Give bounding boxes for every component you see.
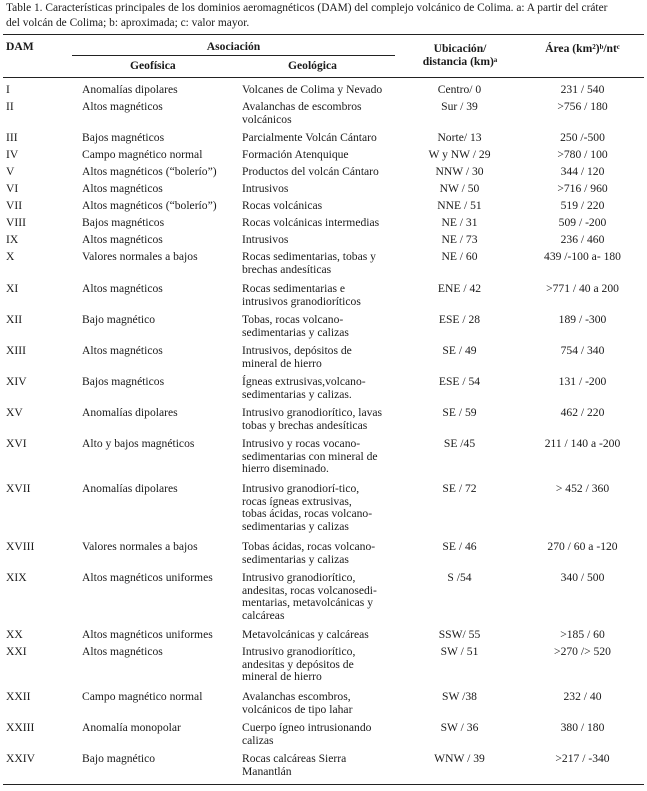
geologica-cell <box>242 376 366 401</box>
geologica-line: Formación Atenquique <box>242 148 349 161</box>
geofisica-cell: Anomalías dipolares <box>82 83 178 96</box>
dam-cell: XXIV <box>6 752 35 765</box>
geofisica-cell: Altos magnéticos <box>82 182 163 195</box>
geologica-cell <box>242 183 288 196</box>
dam-cell: VIII <box>6 216 26 229</box>
geologica-line: sedimentarias con mineral de <box>242 449 378 463</box>
dam-cell: XXI <box>6 645 27 658</box>
geofisica-cell: Campo magnético normal <box>82 148 203 161</box>
geologica-cell <box>242 132 377 145</box>
geofisica-cell: Bajo magnético <box>82 313 156 326</box>
geologica-line: sedimentarias y calizas. <box>242 387 352 401</box>
geologica-line: calizas <box>242 733 274 747</box>
geologica-line: Cuerpo ígneo intrusionando <box>242 721 372 734</box>
geologica-line: tobas y brechas andesíticas <box>242 418 368 432</box>
dam-cell: XVIII <box>6 540 35 553</box>
geologica-line: Tobas, rocas volcano- <box>242 313 344 326</box>
ubicacion-cell: SE /45 <box>443 437 476 450</box>
geologica-line: Volcanes de Colima y Nevado <box>242 83 383 96</box>
geofisica-cell: Anomalías dipolares <box>82 482 178 495</box>
dam-cell: XIX <box>6 571 27 584</box>
dam-cell: II <box>6 100 14 113</box>
geofisica-cell: Valores normales a bajos <box>82 250 198 263</box>
geologica-line: Tobas ácidas, rocas volcano- <box>242 540 376 553</box>
dam-cell: VII <box>6 199 23 212</box>
area-cell: 344 / 120 <box>560 165 605 178</box>
geologica-cell <box>242 646 355 684</box>
header-ubicacion <box>400 42 520 68</box>
ubicacion-cell: SE / 72 <box>442 482 477 495</box>
dam-cell: XX <box>6 628 23 641</box>
geologica-cell <box>242 84 382 97</box>
dam-cell: XXIII <box>6 721 35 734</box>
geologica-line: Ígneas extrusivas,volcano- <box>242 375 366 388</box>
geofisica-cell: Campo magnético normal <box>82 690 203 703</box>
dam-cell: XV <box>6 406 23 419</box>
geologica-cell <box>242 407 382 432</box>
dam-cell: IV <box>6 148 19 161</box>
geologica-line: Parcialmente Volcán Cántaro <box>242 131 377 144</box>
geofisica-cell: Alto y bajos magnéticos <box>82 437 195 450</box>
geologica-line: Rocas sedimentarias, tobas y <box>242 250 376 263</box>
dam-cell: III <box>6 131 18 144</box>
geologica-line: Intrusivos, depósitos de <box>242 344 352 357</box>
area-cell: 509 / -200 <box>558 216 607 229</box>
area-cell: 236 / 460 <box>560 233 605 246</box>
ubicacion-cell: S /54 <box>447 571 472 584</box>
dam-cell: I <box>6 83 10 96</box>
area-cell: >716 / 960 <box>557 182 608 195</box>
geologica-line: volcánicos de tipo lahar <box>242 702 353 716</box>
geologica-line: intrusivos granodioríticos <box>242 294 361 308</box>
area-cell: 131 / -200 <box>558 375 607 388</box>
geologica-cell <box>242 345 352 370</box>
caption-line-1: Table 1. Características principales de los dominios aeromagnéticos (DAM) del complejo volcánico de Colima. a: A partir del cráter <box>6 2 608 14</box>
geologica-cell <box>242 541 375 566</box>
geologica-cell <box>242 314 349 339</box>
ubicacion-cell: WNW / 39 <box>434 752 485 765</box>
geofisica-cell: Altos magnéticos <box>82 645 163 658</box>
geofisica-cell: Altos magnéticos <box>82 344 163 357</box>
area-cell: 189 / -300 <box>558 313 607 326</box>
geologica-line: Productos del volcán Cántaro <box>242 165 379 178</box>
geologica-line: sedimentarias y calizas <box>242 552 349 566</box>
area-cell: 754 / 340 <box>560 344 605 357</box>
dam-cell: XVI <box>6 437 27 450</box>
geofisica-cell: Valores normales a bajos <box>82 540 198 553</box>
geofisica-cell: Altos magnéticos <box>82 100 163 113</box>
area-cell: 439 /-100 a- 180 <box>544 250 621 263</box>
header-geofisica: Geofísica <box>130 59 176 72</box>
dam-cell: VI <box>6 182 19 195</box>
area-cell: 519 / 220 <box>560 199 605 212</box>
header-asociacion: Asociación <box>206 40 261 53</box>
ubicacion-cell: SW / 36 <box>440 721 479 734</box>
caption-line-2: del volcán de Colima; b: aproximada; c: valor mayor. <box>6 17 250 29</box>
header-dam: DAM <box>6 40 34 53</box>
geologica-line: brechas andesíticas <box>242 262 332 276</box>
area-cell: >771 / 40 a 200 <box>546 282 619 295</box>
area-cell: 232 / 40 <box>563 690 602 703</box>
geologica-line: Avalanchas de escombros <box>242 100 362 113</box>
geologica-cell <box>242 200 322 213</box>
geologica-line: mineral de hierro <box>242 356 322 370</box>
geologica-cell <box>242 149 349 162</box>
geologica-cell <box>242 691 352 716</box>
geologica-cell <box>242 217 379 230</box>
ubicacion-cell: SW / 51 <box>440 645 479 658</box>
geologica-line: hierro diseminado. <box>242 462 329 476</box>
geologica-line: calcáreas <box>242 608 285 622</box>
ubicacion-cell: SW /38 <box>442 690 477 703</box>
geofisica-cell: Bajos magnéticos <box>82 131 165 144</box>
geologica-line: rocas ígneas extrusivas, <box>242 494 352 508</box>
ubicacion-cell: NNE / 51 <box>437 199 482 212</box>
geologica-line: mineral de hierro <box>242 670 322 684</box>
geologica-line: mentarias, metavolcánicas y <box>242 596 374 610</box>
geofisica-cell: Anomalía monopolar <box>82 721 181 734</box>
table-caption <box>6 1 644 31</box>
area-cell: >217 / -340 <box>555 752 610 765</box>
header-ubicacion-line-2: distancia (km)ᵃ <box>422 55 498 68</box>
geologica-line: Intrusivos <box>242 233 289 246</box>
geologica-line: volcánicos <box>242 112 292 126</box>
geofisica-cell: Anomalías dipolares <box>82 406 178 419</box>
dam-cell: IX <box>6 233 19 246</box>
header-area: Área (km²)ᵇ/ntᶜ <box>545 42 620 55</box>
geofisica-cell: Altos magnéticos (“bolerío”) <box>82 199 217 212</box>
geologica-line: Intrusivo granodiorítico, lavas <box>242 406 383 419</box>
area-cell: > 452 / 360 <box>555 482 610 495</box>
geologica-line: tobas ácidas, rocas volcano- <box>242 507 373 521</box>
area-cell: >780 / 100 <box>557 148 608 161</box>
dam-cell: XXII <box>6 690 31 703</box>
geologica-line: andesitas, rocas volcanosedi- <box>242 583 377 597</box>
geologica-line: Metavolcánicas y calcáreas <box>242 628 369 641</box>
ubicacion-cell: Norte/ 13 <box>437 131 482 144</box>
area-cell: 340 / 500 <box>560 571 605 584</box>
ubicacion-cell: NE / 31 <box>441 216 478 229</box>
area-cell: 231 / 540 <box>560 83 605 96</box>
geologica-cell <box>242 438 378 476</box>
ubicacion-cell: ESE / 28 <box>438 313 481 326</box>
ubicacion-cell: NE / 60 <box>441 250 478 263</box>
ubicacion-cell: Sur / 39 <box>441 100 478 113</box>
geologica-line: Intrusivo y rocas vocano- <box>242 437 361 450</box>
geologica-cell <box>242 753 346 778</box>
geologica-cell <box>242 722 371 747</box>
area-cell: >270 /> 520 <box>554 645 611 658</box>
geologica-line: Intrusivo granodiorí-tico, <box>242 482 360 495</box>
ubicacion-cell: NW / 50 <box>439 182 480 195</box>
geologica-line: Avalanchas escombros, <box>242 690 351 703</box>
ubicacion-cell: SE / 46 <box>442 540 477 553</box>
geologica-cell <box>242 483 372 533</box>
geologica-line: Manantlán <box>242 764 292 778</box>
dam-cell: XIV <box>6 375 27 388</box>
geologica-line: andesitas y depósitos de <box>242 657 354 671</box>
geologica-line: Intrusivo granodiorítico, <box>242 645 356 658</box>
dam-cell: XI <box>6 282 19 295</box>
geologica-cell <box>242 572 377 622</box>
geologica-line: Rocas calcáreas Sierra <box>242 752 347 765</box>
geologica-cell <box>242 629 369 642</box>
geologica-line: Rocas sedimentarias e <box>242 282 346 295</box>
geologica-line: sedimentarias y calizas <box>242 519 349 533</box>
ubicacion-cell: W y NW / 29 <box>428 148 491 161</box>
area-cell: 211 / 140 a -200 <box>544 437 621 450</box>
geofisica-cell: Altos magnéticos uniformes <box>82 571 213 584</box>
ubicacion-cell: SE / 59 <box>442 406 477 419</box>
ubicacion-cell: NE / 73 <box>441 233 478 246</box>
geologica-line: Rocas volcánicas intermedias <box>242 216 380 229</box>
geofisica-cell: Altos magnéticos <box>82 282 163 295</box>
ubicacion-cell: NNW / 30 <box>435 165 484 178</box>
geologica-line: Intrusivo granodiorítico, <box>242 571 356 584</box>
header-rule <box>3 77 644 78</box>
geofisica-cell: Altos magnéticos <box>82 233 163 246</box>
dam-cell: XII <box>6 313 23 326</box>
header-geologica: Geológica <box>288 59 337 72</box>
dam-cell: XIII <box>6 344 26 357</box>
dam-cell: XVII <box>6 482 31 495</box>
geologica-line: Intrusivos <box>242 182 289 195</box>
geologica-line: sedimentarias y calizas <box>242 325 349 339</box>
ubicacion-cell: SE / 49 <box>442 344 477 357</box>
area-cell: >185 / 60 <box>560 628 605 641</box>
area-cell: 462 / 220 <box>560 406 605 419</box>
bottom-rule <box>3 784 644 785</box>
ubicacion-cell: ENE / 42 <box>437 282 482 295</box>
dam-cell: X <box>6 250 15 263</box>
area-cell: 270 / 60 a -120 <box>547 540 618 553</box>
area-cell: 250 /-500 <box>560 131 605 144</box>
area-cell: >756 / 180 <box>557 100 608 113</box>
header-ubicacion-line-1: Ubicación/ <box>433 42 487 55</box>
geofisica-cell: Bajo magnético <box>82 752 156 765</box>
top-rule <box>3 34 644 35</box>
geologica-cell <box>242 283 361 308</box>
ubicacion-cell: Centro/ 0 <box>437 83 482 96</box>
area-cell: 380 / 180 <box>560 721 605 734</box>
asociacion-rule <box>72 55 395 56</box>
ubicacion-cell: SSW/ 55 <box>438 628 481 641</box>
geofisica-cell: Bajos magnéticos <box>82 216 165 229</box>
geofisica-cell: Bajos magnéticos <box>82 375 165 388</box>
geofisica-cell: Altos magnéticos uniformes <box>82 628 213 641</box>
geologica-line: Rocas volcánicas <box>242 199 323 212</box>
ubicacion-cell: ESE / 54 <box>438 375 481 388</box>
geofisica-cell: Altos magnéticos (“bolerío”) <box>82 165 217 178</box>
dam-cell: V <box>6 165 15 178</box>
geologica-cell <box>242 234 288 247</box>
geologica-cell <box>242 166 379 179</box>
geologica-cell <box>242 251 376 276</box>
geologica-cell <box>242 101 362 126</box>
